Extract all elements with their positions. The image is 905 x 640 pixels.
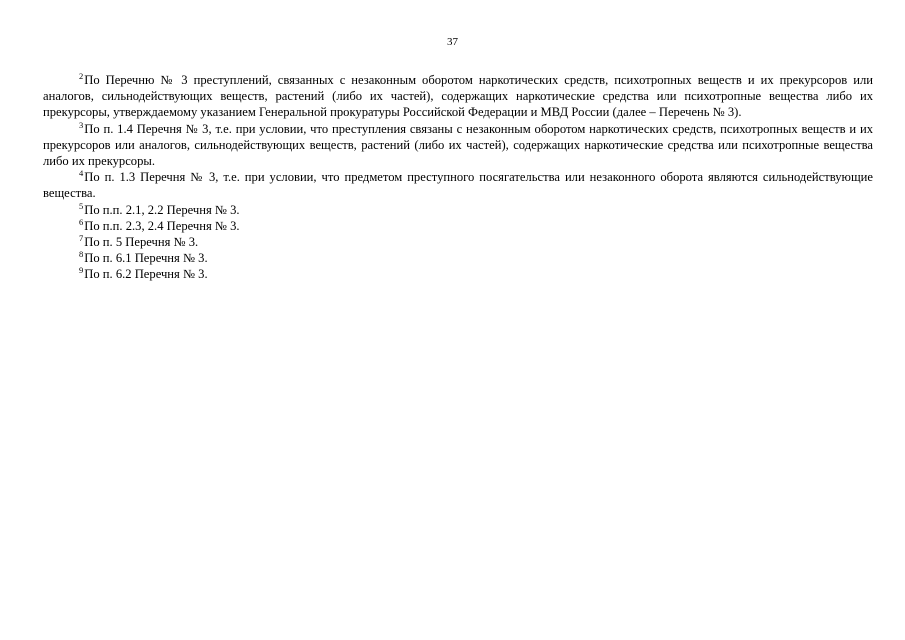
footnote-mark: 8 (79, 249, 84, 260)
footnote-8 (43, 250, 873, 266)
footnote-2 (43, 72, 873, 121)
footnotes (43, 72, 873, 283)
footnote-text: По п. 1.3 Перечня № 3, т.е. при условии, что предметом преступного посягательства или незаконного оборота являются сильнодействующие вещества. (43, 170, 873, 201)
footnote-mark: 7 (79, 233, 84, 244)
footnote-mark: 3 (79, 119, 84, 130)
footnote-text: По п.п. 2.1, 2.2 Перечня № 3. (84, 202, 240, 217)
footnote-text: По п. 5 Перечня № 3. (84, 235, 199, 250)
footnote-text: По п.п. 2.3, 2.4 Перечня № 3. (84, 218, 240, 233)
footnote-mark: 5 (79, 200, 84, 211)
page-number: 37 (447, 36, 458, 48)
footnote-6 (43, 218, 873, 234)
footnote-7 (43, 234, 873, 250)
footnote-4 (43, 169, 873, 201)
footnote-3 (43, 121, 873, 170)
footnote-mark: 2 (79, 71, 84, 81)
footnote-text: По п. 1.4 Перечня № 3, т.е. при условии, что преступления связаны с незаконным оборотом наркотических средств, психотропных веществ и их прекурсоров или аналогов, сильнодействующих веществ, растений (либо их частей), содержащих наркотические средства или психотропные вещества либо их прекурсоры. (43, 121, 873, 169)
footnote-5 (43, 202, 873, 218)
footnote-mark: 4 (79, 168, 84, 179)
footnote-text: По Перечню № 3 преступлений, связанных с незаконным оборотом наркотических средств, психотропных веществ и их прекурсоров или аналогов, сильнодействующих веществ, растений (либо их частей), содержащих наркотические средства или психотропные вещества либо их прекурсоры, утверждаемому указанием Генеральной прокуратуры Российской Федерации и МВД России (далее – Перечень № 3). (43, 73, 873, 120)
footnote-text: По п. 6.1 Перечня № 3. (84, 251, 208, 266)
footnote-mark: 6 (79, 216, 84, 227)
footnote-9 (43, 266, 873, 282)
footnote-mark: 9 (79, 265, 84, 276)
footnote-text: По п. 6.2 Перечня № 3. (84, 267, 208, 282)
